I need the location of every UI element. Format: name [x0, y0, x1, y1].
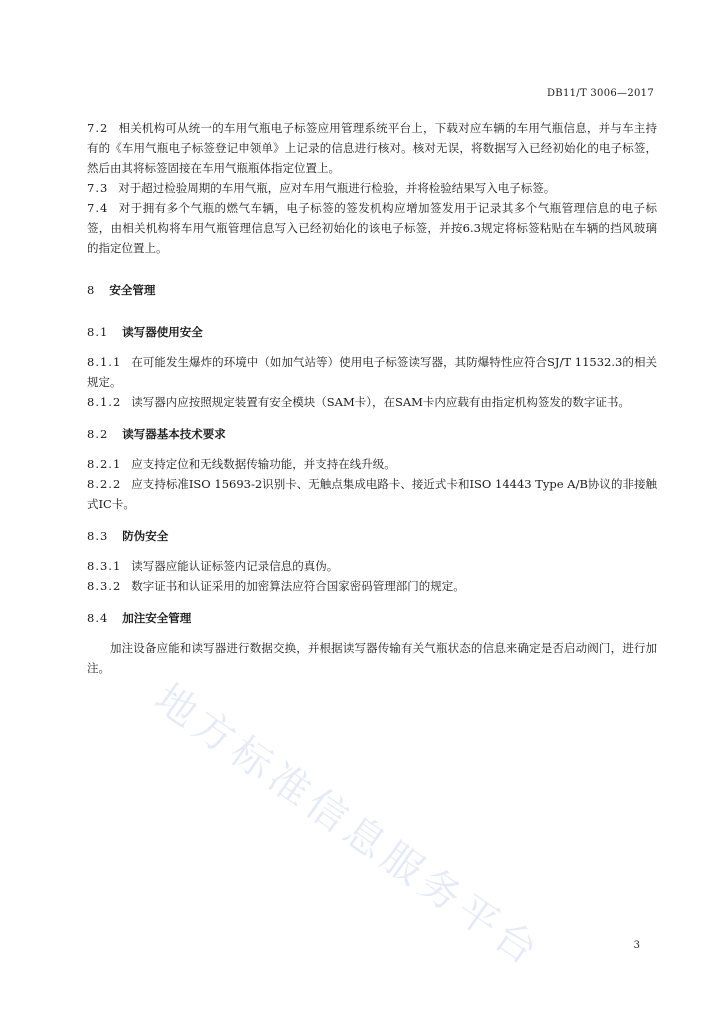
clause-number: 7.2 [87, 121, 109, 135]
section-title: 读写器使用安全 [122, 325, 203, 339]
clause-text: 读写器应能认证标签内记录信息的真伪。 [131, 559, 339, 573]
clause-text: 数字证书和认证采用的加密算法应符合国家密码管理部门的规定。 [131, 579, 465, 593]
clause-text: 应支持定位和无线数据传输功能，并支持在线升级。 [131, 457, 396, 471]
clause-text: 对于超过检验周期的车用气瓶，应对车用气瓶进行检验，并将检验结果写入电子标签。 [118, 181, 556, 195]
page-number: 3 [633, 940, 640, 951]
section-number: 8 [87, 283, 96, 297]
clause-text: 读写器内应按照规定装置有安全模块（SAM卡），在SAM卡内应载有由指定机构签发的数字证书。 [131, 395, 630, 409]
standard-code: DB11/T 3006—2017 [546, 88, 654, 99]
clause-7-4 [87, 198, 657, 258]
clause-number: 8.2.2 [87, 477, 122, 491]
clause-7-2 [87, 118, 657, 178]
clause-8-3-2 [87, 576, 657, 596]
clause-text: 应支持标准ISO 15693-2识别卡、无触点集成电路卡、接近式卡和ISO 14443 Type A/B协议的非接触式IC卡。 [87, 477, 657, 511]
section-heading-8-1 [87, 322, 657, 342]
clause-number: 7.4 [87, 201, 109, 215]
clause-number: 8.1.1 [87, 355, 122, 369]
watermark: 地方标准信息服务平台 [146, 675, 550, 977]
section-number: 8.2 [87, 427, 109, 441]
section-title: 防伪安全 [122, 529, 169, 543]
clause-number: 8.1.2 [87, 395, 122, 409]
section-title: 加注安全管理 [122, 611, 192, 625]
section-number: 8.4 [87, 611, 109, 625]
clause-8-3-1 [87, 556, 657, 576]
clause-8-1-1 [87, 352, 657, 392]
clause-text: 相关机构可从统一的车用气瓶电子标签应用管理系统平台上，下载对应车辆的车用气瓶信息，并与车主持有的《车用气瓶电子标签登记申领单》上记录的信息进行核对。核对无误，将数据写入已经初始化的电子标签，然后由其将标签固接在车用气瓶瓶体指定位置上。 [87, 121, 657, 175]
section-title: 读写器基本技术要求 [122, 427, 226, 441]
section-number: 8.3 [87, 529, 109, 543]
clause-text: 对于拥有多个气瓶的燃气车辆，电子标签的签发机构应增加签发用于记录其多个气瓶管理信息的电子标签，由相关机构将车用气瓶管理信息写入已经初始化的该电子标签，并按6.3规定将标签粘贴在车辆的挡风玻璃的指定位置上。 [87, 201, 657, 255]
clause-number: 8.2.1 [87, 457, 122, 471]
section-number: 8.1 [87, 325, 109, 339]
clause-8-1-2 [87, 392, 657, 412]
clause-number: 7.3 [87, 181, 109, 195]
clause-7-3 [87, 178, 657, 198]
clause-8-4-body: 加注设备应能和读写器进行数据交换，并根据读写器传输有关气瓶状态的信息来确定是否启动阀门，进行加注。 [87, 641, 657, 675]
clause-number: 8.3.1 [87, 559, 122, 573]
section-heading-8 [87, 280, 657, 300]
section-heading-8-4 [87, 608, 657, 628]
page-content [87, 118, 657, 678]
clause-8-2-1 [87, 454, 657, 474]
section-heading-8-3 [87, 526, 657, 546]
clause-8-2-2 [87, 474, 657, 514]
section-heading-8-2 [87, 424, 657, 444]
clause-number: 8.3.2 [87, 579, 122, 593]
section-title: 安全管理 [109, 283, 156, 297]
clause-text: 在可能发生爆炸的环境中（如加气站等）使用电子标签读写器，其防爆特性应符合SJ/T 11532.3的相关规定。 [87, 355, 657, 389]
